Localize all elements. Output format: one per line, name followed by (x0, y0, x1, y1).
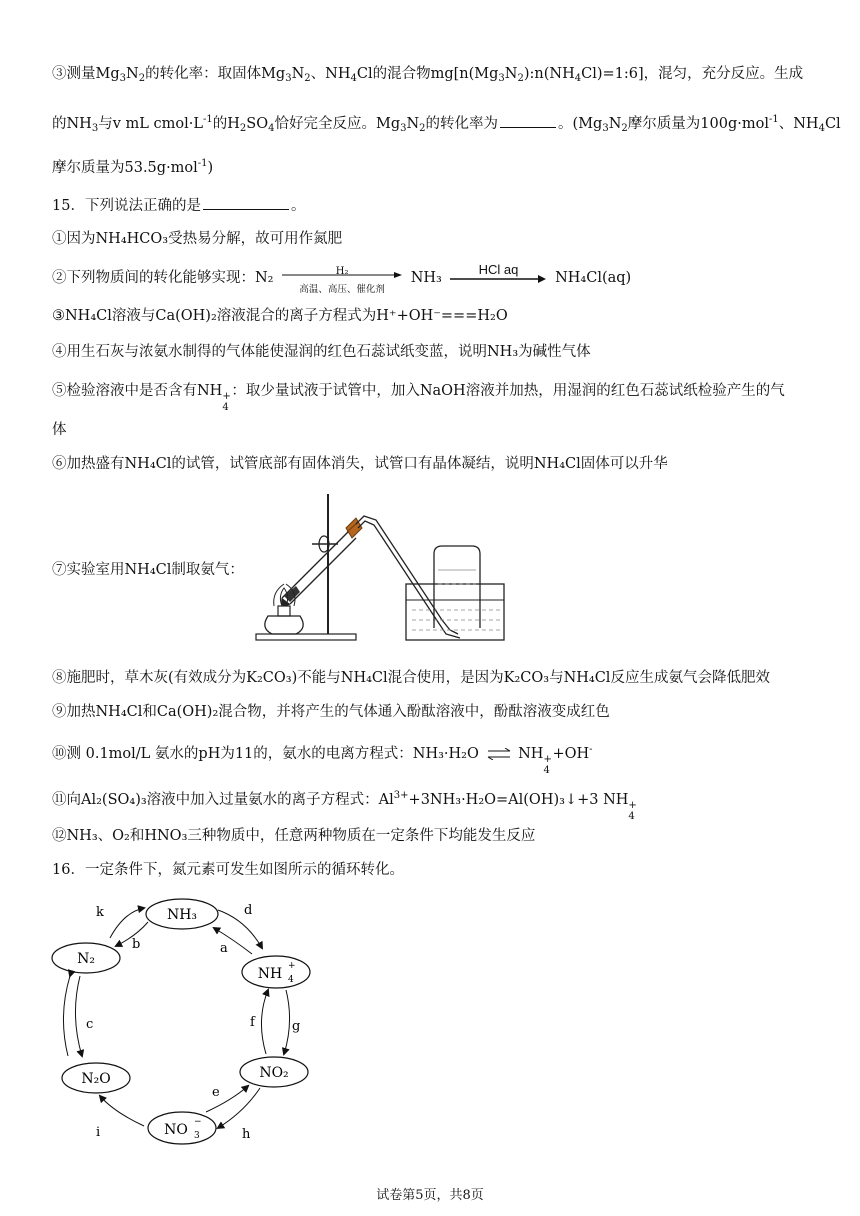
svg-text:e: e (212, 1085, 220, 1100)
q15-statement-11: ⑪向Al₂(SO₄)₃溶液中加入过量氨水的离子方程式：$Al^{3+}+3NH_3\cdot H_2O=Al(OH)_3↓+3$ NH + 4 (52, 790, 637, 822)
reaction-arrow-1: H₂ 高温、高压、催化剂 (282, 266, 402, 288)
q15-statement-5-cont: 体 (52, 422, 67, 438)
q15-statement-3: ③NH₄Cl溶液与Ca(OH)₂溶液混合的离子方程式为H⁺+OH⁻===H₂O (52, 308, 508, 324)
nitrogen-cycle-diagram (40, 890, 330, 1152)
q15-statement-2: ②下列物质间的转化能够实现：N₂ H₂ 高温、高压、催化剂 NH₃ HCl aq NH₄Cl(aq) (52, 262, 632, 295)
q15-statement-7: ⑦实验室用NH₄Cl制取氨气： (52, 562, 244, 578)
svg-text:−: − (194, 1117, 202, 1127)
svg-text:g: g (292, 1019, 301, 1034)
q15-title: 15．下列说法正确的是 。 (52, 195, 305, 216)
svg-text:NH₃: NH₃ (166, 907, 198, 923)
svg-text:NO₂: NO₂ (259, 1065, 289, 1081)
q15-statement-12: ⑫NH₃、O₂和HNO₃三种物质中，任意两种物质在一定条件下均能发生反应 (52, 828, 536, 844)
svg-text:d: d (244, 903, 253, 918)
q15-statement-8: ⑧施肥时，草木灰(有效成分为K₂CO₃)不能与NH₄Cl混合使用，是因为K₂CO₃与NH₄Cl反应生成氨气会降低肥效 (52, 670, 770, 686)
svg-text:N₂: N₂ (77, 951, 95, 967)
svg-text:i: i (96, 1125, 101, 1140)
q14-line-1: ③测量$Mg_3N_2$的转化率：取固体$Mg_3N_2$、$NH_4Cl$的混合物$mg[n(Mg_3N_2):n(NH_4Cl)=1:6]$，混匀，充分反应。生成 (52, 66, 804, 84)
answer-blank[interactable] (500, 113, 556, 128)
svg-text:+: + (288, 961, 296, 971)
svg-text:c: c (86, 1017, 94, 1032)
svg-text:N₂O: N₂O (81, 1071, 111, 1087)
q16-title: 16．一定条件下，氮元素可发生如图所示的循环转化。 (52, 862, 404, 878)
equilibrium-arrow-icon (487, 748, 511, 760)
svg-text:k: k (96, 905, 104, 920)
q15-statement-4: ④用生石灰与浓氨水制得的气体能使湿润的红色石蕊试纸变蓝，说明NH₃为碱性气体 (52, 344, 591, 360)
svg-text:h: h (242, 1127, 251, 1142)
q15-statement-6: ⑥加热盛有NH₄Cl的试管，试管底部有固体消失，试管口有晶体凝结，说明NH₄Cl固体可以升华 (52, 456, 668, 472)
answer-blank[interactable] (203, 195, 289, 210)
ammonia-apparatus-figure (246, 488, 526, 648)
q14-line-2: 的$NH_3$与v mL $cmol\cdot L^{-1}$的$H_2SO_4$恰好完全反应。$Mg_3N_2$的转化率为 。($Mg_3N_2$摩尔质量为100g·mol$^{-1}$、$NH_4Cl$ (52, 114, 841, 134)
q15-statement-9: ⑨加热NH₄Cl和Ca(OH)₂混合物，并将产生的气体通入酚酞溶液中，酚酞溶液变成红色 (52, 704, 610, 720)
svg-text:f: f (250, 1015, 255, 1030)
q15-statement-10: ⑩测 0.1mol/L 氨水的pH为11的，氨水的电离方程式：NH₃·H₂O NH + 4 +OH- (52, 744, 593, 776)
page-footer: 试卷第5页，共8页 (376, 1188, 484, 1203)
svg-text:3: 3 (194, 1131, 200, 1141)
q15-statement-5: ⑤检验溶液中是否含有NH + 4 ：取少量试液于试管中，加入NaOH溶液并加热，用湿润的红色石蕊试纸检验产生的气 (52, 383, 785, 413)
svg-text:b: b (132, 937, 141, 952)
svg-text:NH: NH (257, 966, 283, 982)
q14-line-3: 摩尔质量为53.5g·mol$^{-1}$) (52, 158, 214, 176)
svg-text:4: 4 (288, 975, 294, 985)
svg-text:a: a (220, 941, 228, 956)
svg-text:NO: NO (164, 1122, 188, 1138)
q15-statement-1: ①因为NH₄HCO₃受热易分解，故可用作氮肥 (52, 231, 343, 247)
reaction-arrow-2: HCl aq (450, 266, 546, 288)
